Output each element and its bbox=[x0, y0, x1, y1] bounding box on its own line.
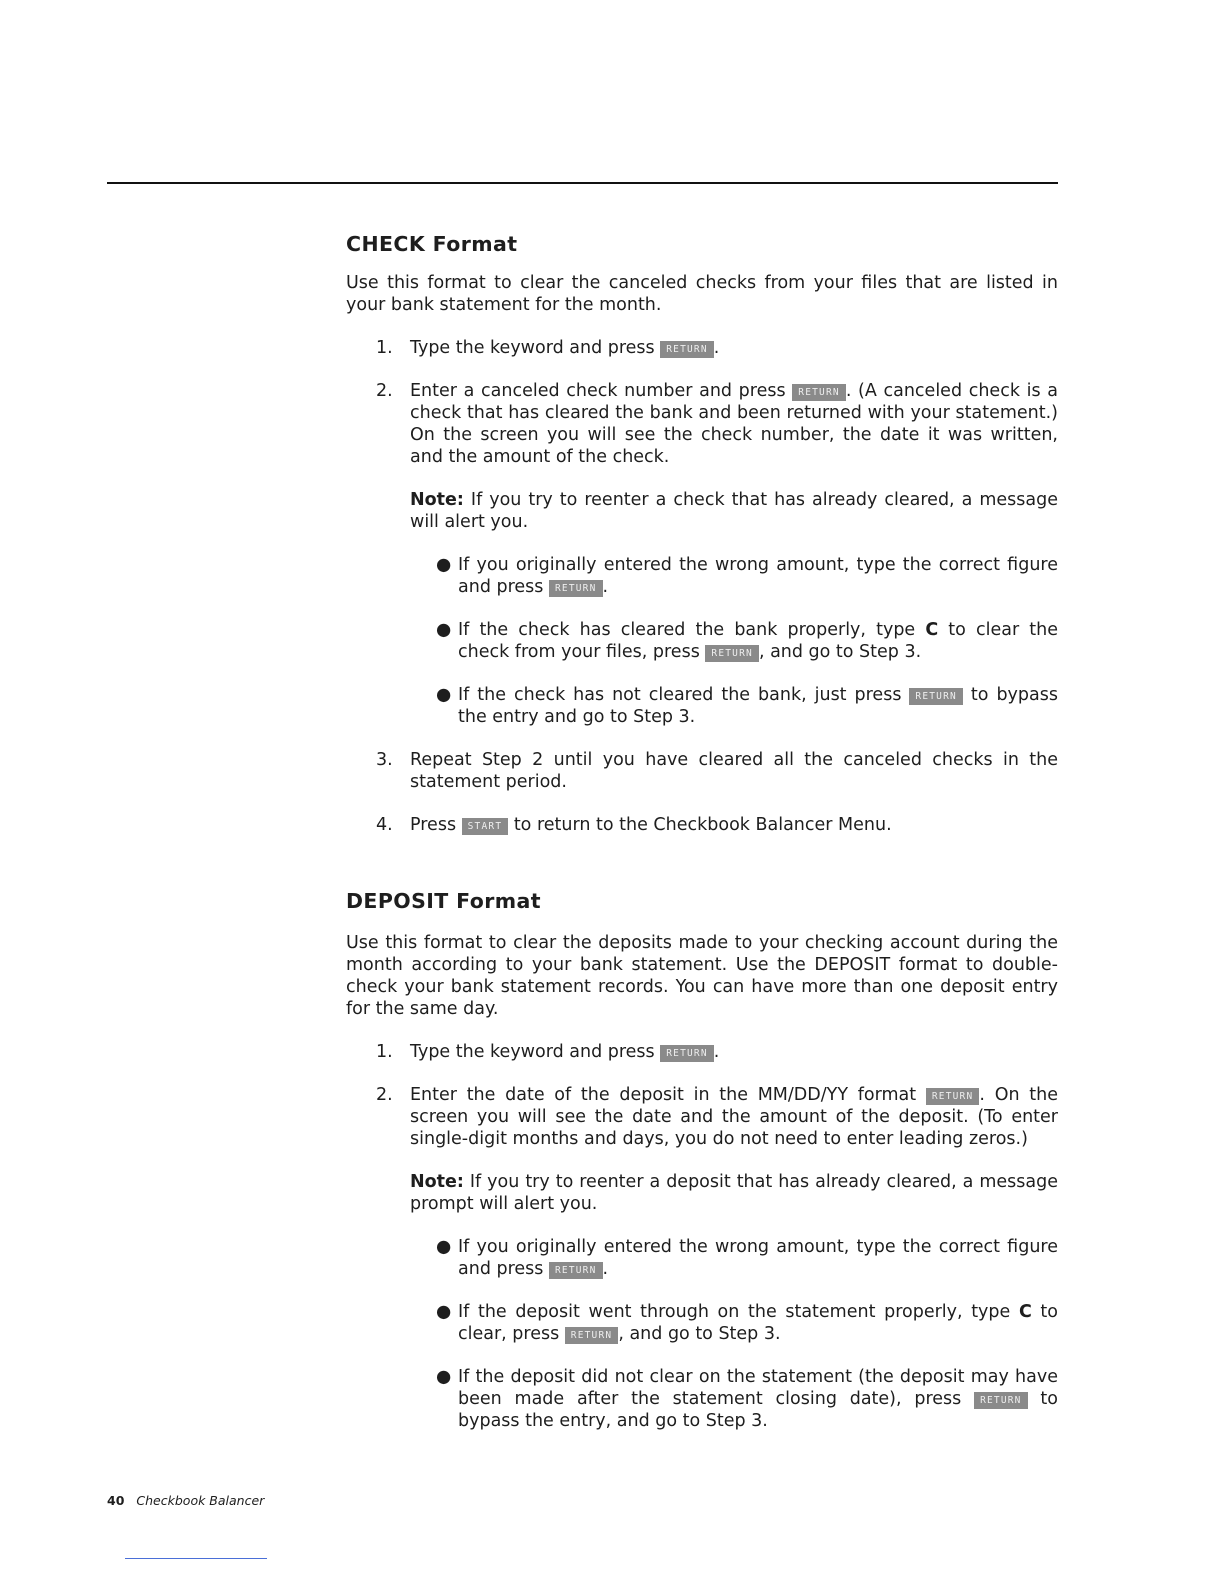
check-step-2 bbox=[346, 380, 1058, 728]
deposit-bullet-1: ● If you originally entered the wrong amount, type the correct figure and press RETURN . bbox=[436, 1237, 1058, 1279]
step-number: 4. bbox=[376, 815, 393, 835]
step-number: 1. bbox=[376, 1042, 393, 1062]
step-text: Enter the date of the deposit in the MM/DD/YY format bbox=[410, 1085, 917, 1105]
deposit-note bbox=[410, 1171, 1058, 1215]
return-key: RETURN bbox=[909, 688, 963, 705]
step-text: Enter a canceled check number and press bbox=[410, 381, 786, 401]
check-step-4 bbox=[346, 814, 1058, 836]
return-key: RETURN bbox=[926, 1088, 980, 1105]
deposit-step-1 bbox=[346, 1041, 1058, 1063]
bullet-icon: ● bbox=[436, 555, 452, 575]
step-text-end: to return to the Checkbook Balancer Menu. bbox=[508, 815, 892, 835]
step-text-end: . (A canceled check is a check that has cleared the bank and been returned with your statement.) On the screen you will see the check number, the date it was written, and the amount of the check. bbox=[410, 381, 1058, 467]
deposit-heading: DEPOSIT Format bbox=[346, 889, 541, 913]
start-key: START bbox=[462, 818, 509, 835]
deposit-section bbox=[346, 888, 1058, 1432]
step-text: Press bbox=[410, 815, 457, 835]
check-bullet-1: ● If you originally entered the wrong amount, type the correct figure and press RETURN . bbox=[436, 555, 1058, 597]
check-note bbox=[410, 489, 1058, 533]
bullet-icon: ● bbox=[436, 685, 452, 705]
bullet-icon: ● bbox=[436, 1302, 452, 1322]
step-number: 2. bbox=[376, 1085, 393, 1105]
check-heading: CHECK Format bbox=[346, 232, 518, 256]
check-section bbox=[346, 231, 1058, 836]
bullet-icon: ● bbox=[436, 1237, 452, 1257]
note-label: Note: bbox=[410, 490, 464, 510]
step-text-end: . bbox=[713, 338, 720, 358]
running-title: Checkbook Balancer bbox=[136, 1493, 265, 1508]
note-label: Note: bbox=[410, 1172, 464, 1192]
page-number: 40 bbox=[107, 1493, 125, 1508]
return-key: RETURN bbox=[660, 1045, 714, 1062]
deposit-bullet-3: ● If the deposit did not clear on the statement (the deposit may have been made after the statement closing date), press RETURN to bypass the entry, and go to Step 3. bbox=[436, 1367, 1058, 1431]
header-rule bbox=[107, 182, 1058, 184]
return-key: RETURN bbox=[705, 645, 759, 662]
bullet-icon: ● bbox=[436, 1367, 452, 1387]
check-bullet-3: ● If the check has not cleared the bank, just press RETURN to bypass the entry and go to Step 3. bbox=[436, 685, 1058, 727]
step-text: Repeat Step 2 until you have cleared all the canceled checks in the statement period. bbox=[410, 750, 1058, 792]
check-bullet-2: ● If the check has cleared the bank properly, type C to clear the check from your files, press RETURN , and go to Step 3. bbox=[436, 620, 1058, 662]
deposit-intro: Use this format to clear the deposits made to your checking account during the month according to your bank statement. Use the DEPOSIT format to double-check your bank statement records. You can have more than one deposit entry for the same day. bbox=[346, 933, 1058, 1019]
note-text: If you try to reenter a check that has already cleared, a message will alert you. bbox=[410, 490, 1058, 532]
step-text: Type the keyword and press bbox=[410, 1042, 655, 1062]
return-key: RETURN bbox=[549, 1262, 603, 1279]
return-key: RETURN bbox=[792, 384, 846, 401]
step-text: Type the keyword and press bbox=[410, 338, 655, 358]
deposit-bullet-2: ● If the deposit went through on the statement properly, type C to clear, press RETURN , and go to Step 3. bbox=[436, 1302, 1058, 1344]
check-intro: Use this format to clear the canceled checks from your files that are listed in your bank statement for the month. bbox=[346, 273, 1058, 315]
return-key: RETURN bbox=[565, 1327, 619, 1344]
note-text: If you try to reenter a deposit that has already cleared, a message prompt will alert you. bbox=[410, 1172, 1058, 1214]
deposit-step-2 bbox=[346, 1084, 1058, 1432]
return-key: RETURN bbox=[660, 341, 714, 358]
step-number: 2. bbox=[376, 381, 393, 401]
step-text-end: . On the screen you will see the date and the amount of the deposit. (To enter single-digit months and days, you do not need to enter leading zeros.) bbox=[410, 1085, 1058, 1149]
return-key: RETURN bbox=[549, 580, 603, 597]
footer-line bbox=[125, 1558, 267, 1559]
step-number: 3. bbox=[376, 750, 393, 770]
check-step-3 bbox=[346, 749, 1058, 793]
page-footer bbox=[107, 1493, 264, 1509]
check-step-1 bbox=[346, 337, 1058, 359]
step-number: 1. bbox=[376, 338, 393, 358]
return-key: RETURN bbox=[974, 1392, 1028, 1409]
step-text-end: . bbox=[713, 1042, 720, 1062]
bullet-icon: ● bbox=[436, 620, 452, 640]
